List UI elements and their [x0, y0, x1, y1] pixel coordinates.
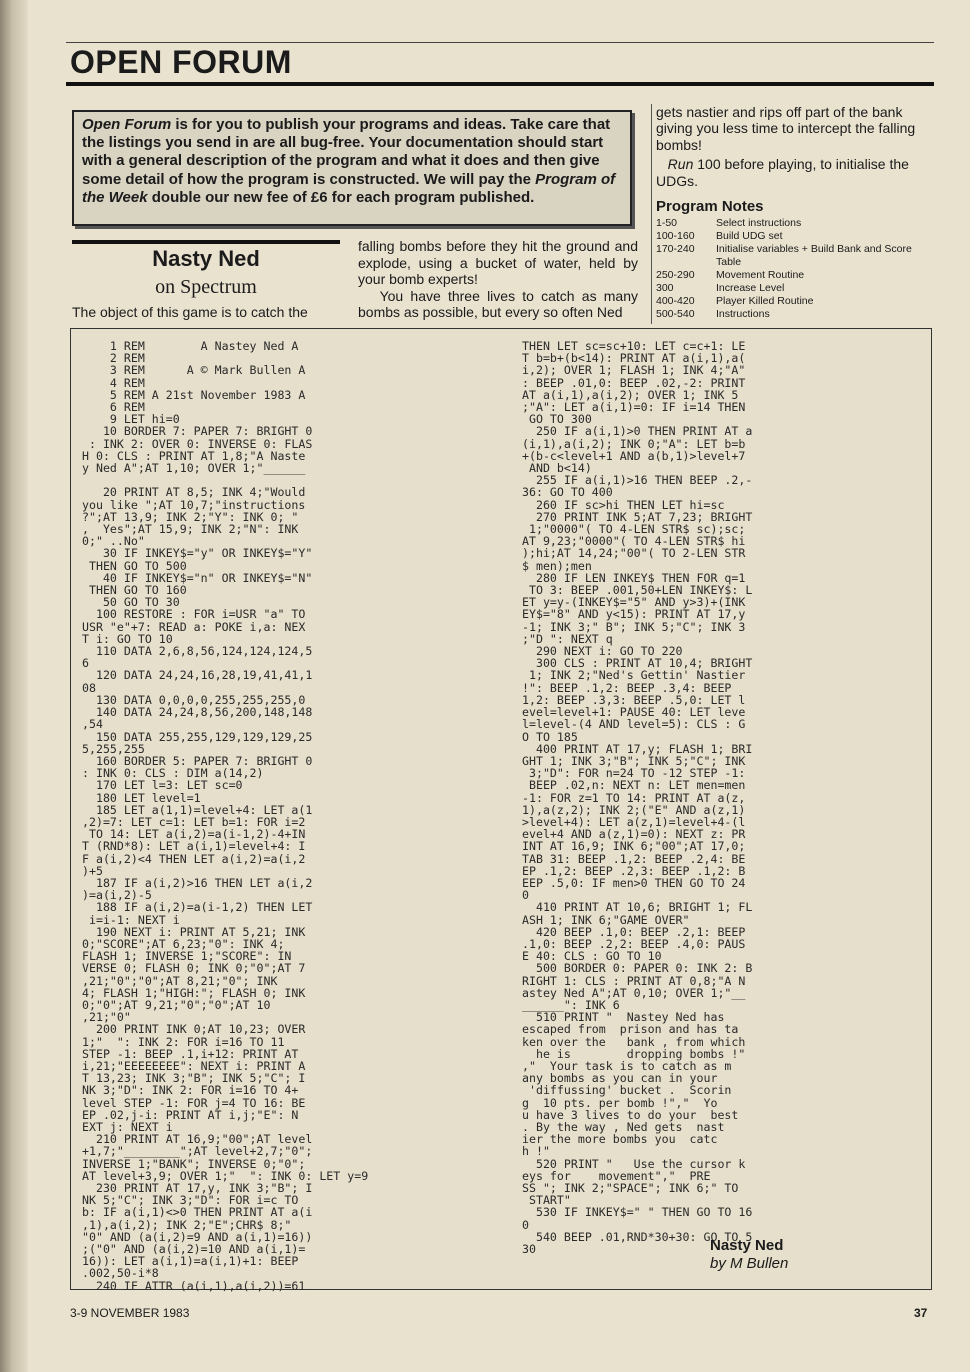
- program-note-row: [656, 230, 935, 243]
- section-title: OPEN FORUM: [70, 44, 292, 80]
- program-note-range: 400-420: [656, 294, 695, 307]
- program-note-desc: Build UDG set: [716, 230, 783, 243]
- listing-column-2: THEN LET sc=sc+10: LET c=c+1: LE T b=b+(b<14): PRINT AT a(i,1),a( i,2); OVER 1; FLASH 1; INK 4;"A" : BEEP .01,0: BEEP .02,-2: PRINT AT a(i,1),a(i,2); OVER 1; INK 5 ;"A": LET a(i,1)=0: IF i=14 THEN GO TO 300 250 IF a(i,1)>0 THEN PRINT AT a (i,1),a(i,2); INK 0;"A": LET b=b +(b-c<level+1 AND a(b,1)>level+7 AND b<14) 255 IF a(i,1)>16 THEN BEEP .2,- 36: GO TO 400 260 IF sc>hi THEN LET hi=sc 270 PRINT INK 5;AT 7,23; BRIGHT 1;"0000"( TO 4-LEN STR$ sc);sc; AT 9,23;"0000"( TO 4-LEN STR$ hi );hi;AT 14,24;"00"( TO 2-LEN STR $ men);men 280 IF LEN INKEY$ THEN FOR q=1 TO 3: BEEP .001,50+LEN INKEY$: L ET y=y-(INKEY$="5" AND y>3)+(INK EY$="8" AND y<15): PRINT AT 17,y -1; INK 3;" B"; INK 5;"C"; INK 3 ;"D ": NEXT q 290 NEXT i: GO TO 220 300 CLS : PRINT AT 10,4; BRIGHT 1; INK 2;"Ned's Gettin' Nastier !": BEEP .1,2: BEEP .3,4: BEEP 1,2: BEEP .3,3: BEEP .5,0: LET l evel=level+1: PAUSE 40: LET leve l=level-(4 AND level=5): CLS : G O TO 185 400 PRINT AT 17,y; FLASH 1; BRI GHT 1; INK 3;"B"; INK 5;"C"; INK 3;"D": FOR n=24 TO -12 STEP -1: BEEP .02,n: NEXT n: LET men=men -1: FOR z=1 TO 14: PRINT AT a(z, 1),a(z,2); INK 2;("E" AND a(z,1) >level+4): LET a(z,1)=level+4-(l evel+4 AND a(z,1)=0): NEXT z: PR INT AT 16,9; INK 6;"00";AT 17,0; TAB 31: BEEP .1,2: BEEP .2,4: BE EP .1,2: BEEP .2,3: BEEP .1,2: B EEP .5,0: IF men>0 THEN GO TO 24 0 410 PRINT AT 10,6; BRIGHT 1; FL ASH 1; INK 6;"GAME OVER" 420 BEEP .1,0: BEEP .2,1: BEEP .1,0: BEEP .2,2: BEEP .4,0: PAUS E 40: CLS : GO TO 10 500 BORDER 0: PAPER 0: INK 2: B RIGHT 1: CLS : PRINT AT 0,8;"A N astey Ned A";AT 0,10; OVER 1;"__ ______": INK 6 510 PRINT " Nastey Ned has escaped from prison and has ta ken over the bank , from which he is dropping bombs !" ," Your task is to catch as m any bombs as you can in your 'diffussing' bucket . Scorin g 10 pts. per bomb !"," Yo u have 3 lives to do your best . By the way , Ned gets nast ier the more bombs you catc h !" 520 PRINT " Use the cursor k eys for movement"," PRE SS "; INK 2;"SPACE"; INK 6;" TO START" 530 IF INKEY$=" " THEN GO TO 16 0 540 BEEP .01,RND*30+30: GO TO 5 30: [522, 339, 753, 1257]
- program-notes-table: [656, 217, 935, 320]
- byline-author: by M Bullen: [710, 1255, 789, 1272]
- page-spine-shadow: [0, 0, 28, 1372]
- program-note-row: [656, 217, 935, 230]
- program-note-range: 1-50: [656, 217, 678, 230]
- article-subtitle: on Spectrum: [155, 276, 257, 298]
- run-word: Run: [667, 156, 694, 173]
- program-note-row: [656, 308, 935, 321]
- program-note-row: [656, 282, 935, 295]
- mid-para-2: [358, 288, 638, 321]
- program-note-desc: Initialise variables + Build Bank and Score Table: [716, 243, 912, 269]
- intro-potw: Program of the Week: [82, 170, 616, 206]
- intro-box: [72, 110, 632, 226]
- program-note-range: 250-290: [656, 269, 695, 282]
- program-note-range: 100-160: [656, 230, 695, 243]
- program-note-desc: Select instructions: [716, 217, 802, 230]
- mid-para-2-text: You have three lives to catch as many bombs as possible, but every so often Ned: [358, 287, 639, 321]
- byline: [710, 1237, 788, 1273]
- program-note-range: 170-240: [656, 243, 695, 256]
- title-rule: [66, 82, 934, 86]
- intro-text-2: double our new fee of £6 for each program published.: [147, 188, 535, 206]
- article-first-line: The object of this game is to catch the: [72, 304, 308, 320]
- middle-column: [358, 238, 638, 321]
- right-para-2-text: 100 before playing, to initialise the UDGs.: [656, 156, 909, 189]
- right-column-top: [651, 104, 935, 324]
- program-note-row: [656, 269, 935, 282]
- right-para-2: [656, 156, 935, 189]
- right-para-1: gets nastier and rips off part of the bank giving you less time to intercept the falling bombs!: [656, 104, 916, 153]
- top-rule: [66, 42, 934, 43]
- intro-text-1: is for you to publish your programs and ideas. Take care that the listings you send in are all bug-free. Your documentation should start with a general description of the program and what it does and then give some detail of how the program is constructed. We will pay the: [82, 116, 611, 188]
- listing-column-1: 1 REM A Nastey Ned A 2 REM 3 REM A © Mark Bullen A 4 REM 5 REM A 21st November 1983 A 6 REM 9 LET hi=0 10 BORDER 7: PAPER 7: BRIGHT 0 : INK 2: OVER 0: INVERSE 0: FLAS H 0: CLS : PRINT AT 1,8;"A Naste y Ned A";AT 1,10; OVER 1;"______ 20 PRINT AT 8,5; INK 4;"Would you like ";AT 10,7;"instructions ?";AT 13,9; INK 2;"Y": INK 0; " , Yes";AT 15,9; INK 2;"N": INK 0;" ..No" 30 IF INKEY$="y" OR INKEY$="Y" THEN GO TO 500 40 IF INKEY$="n" OR INKEY$="N" THEN GO TO 160 50 GO TO 30 100 RESTORE : FOR i=USR "a" TO USR "e"+7: READ a: POKE i,a: NEX T i: GO TO 10 110 DATA 2,6,8,56,124,124,124,5 6 120 DATA 24,24,16,28,19,41,41,1 08 130 DATA 0,0,0,0,255,255,255,0 140 DATA 24,24,8,56,200,148,148 ,54 150 DATA 255,255,129,129,129,25 5,255,255 160 BORDER 5: PAPER 7: BRIGHT 0 : INK 0: CLS : DIM a(14,2) 170 LET l=3: LET sc=0 180 LET level=1 185 LET a(1,1)=level+4: LET a(1 ,2)=7: LET c=1: LET b=1: FOR i=2 TO 14: LET a(i,2)=a(i-1,2)-4+IN T (RND*8): LET a(i,1)=level+4: I F a(i,2)<4 THEN LET a(i,2)=a(i,2 )+5 187 IF a(i,2)>16 THEN LET a(i,2 )=a(i,2)-5 188 IF a(i,2)=a(i-1,2) THEN LET i=i-1: NEXT i 190 NEXT i: PRINT AT 5,21; INK 0;"SCORE";AT 6,23;"0": INK 4; FLASH 1; INVERSE 1;"SCORE": IN VERSE 0; FLASH 0; INK 0;"0";AT 7 ,21;"0";"0";AT 8,21;"0"; INK 4; FLASH 1;"HIGH:"; FLASH 0; INK 0;"0";AT 9,21;"0";"0";AT 10 ,21;"0" 200 PRINT INK 0;AT 10,23; OVER 1;" ": INK 2: FOR i=16 TO 11 STEP -1: BEEP .1,i+12: PRINT AT i,21;"EEEEEEEE": NEXT i: PRINT A T 13,23; INK 3;"B"; INK 5;"C"; I NK 3;"D": INK 2: FOR i=16 TO 4+ level STEP -1: FOR j=4 TO 16: BE EP .02,j-i: PRINT AT i,j;"E": N EXT j: NEXT i 210 PRINT AT 16,9;"00";AT level +1,7;"________";AT level+2,7;"0"; INVERSE 1;"BANK"; INVERSE 0;"0"; AT level+3,9; OVER 1;" ": INK 0: LET y=9 230 PRINT AT 17,y, INK 3;"B"; I NK 5;"C"; INK 3;"D": FOR i=c TO b: IF a(i,1)<>0 THEN PRINT AT a(i ,1),a(i,2); INK 2;"E";CHR$ 8;" "0" AND (a(i,2)=9 AND a(i,1)=16)) ;("0" AND (a(i,2)=10 AND a(i,1)= 16)): LET a(i,1)=a(i,1)+1: BEEP .002,50-i*8 240 IF ATTR (a(i,1),a(i,2))=61: [82, 339, 369, 1293]
- byline-title: Nasty Ned: [710, 1237, 784, 1254]
- article-rule: [72, 240, 340, 244]
- page-number: 37: [914, 1306, 928, 1320]
- program-note-row: [656, 243, 935, 269]
- program-note-range: 300: [656, 281, 674, 294]
- program-note-desc: Movement Routine: [716, 269, 805, 282]
- program-notes-title: Program Notes: [656, 198, 764, 216]
- mid-para-1: falling bombs before they hit the ground and explode, using a bucket of water, held by your bomb experts!: [358, 238, 638, 288]
- program-note-row: [656, 295, 935, 308]
- footer-date: 3-9 NOVEMBER 1983: [70, 1306, 190, 1320]
- program-note-desc: Increase Level: [716, 281, 785, 294]
- program-note-range: 500-540: [656, 307, 695, 320]
- program-note-desc: Player Killed Routine: [716, 294, 814, 307]
- program-note-desc: Instructions: [716, 307, 770, 320]
- intro-lead: Open Forum: [82, 116, 172, 133]
- article-title: Nasty Ned: [152, 246, 260, 271]
